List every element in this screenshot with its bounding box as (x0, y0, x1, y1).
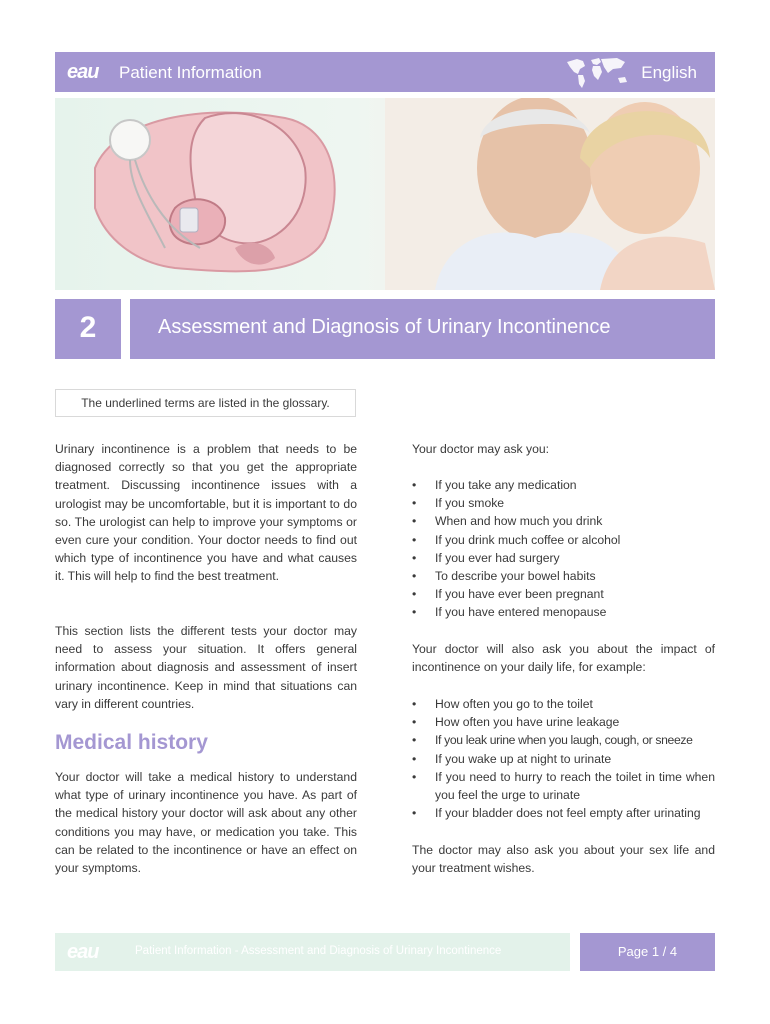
impact-list (412, 695, 715, 822)
anatomy-and-couple-illustration (55, 98, 715, 290)
language-selector[interactable]: English (641, 63, 697, 82)
questions-intro: Your doctor may ask you: (412, 442, 550, 456)
list-item: • When and how much you drink (412, 512, 715, 530)
page-number: Page 1 / 4 (617, 944, 678, 959)
closing-paragraph: The doctor may also ask you about your sex life and your treatment wishes. (412, 843, 715, 876)
list-item: • If you drink much coffee or alcohol (412, 531, 715, 549)
medical-history-heading: Medical history (55, 731, 208, 754)
section-number-box (55, 299, 121, 359)
list-item: • To describe your bowel habits (412, 567, 715, 585)
list-item: • If you have entered menopause (412, 603, 715, 621)
world-map-icon (563, 54, 633, 90)
pelvic-anatomy-illustration (95, 112, 335, 271)
list-item: • If your bladder does not feel empty after urinating (412, 804, 715, 822)
list-item: • If you need to hurry to reach the toilet in time when you feel the urge to urinate (412, 768, 715, 804)
list-item: • If you ever had surgery (412, 549, 715, 567)
elderly-couple-photo (385, 98, 715, 290)
list-item: • If you have ever been pregnant (412, 585, 715, 603)
list-item: • If you take any medication (412, 476, 715, 494)
list-item: • How often you go to the toilet (412, 695, 715, 713)
medical-history-paragraph: Your doctor will take a medical history to understand what type of urinary incontinence you have. As part of the medical history your doctor will ask about any other conditions you may have, or medication you take. This can be related to the incontinence or have an effect on your symptoms. (55, 770, 357, 876)
questions-list (412, 476, 715, 622)
list-item: • If you smoke (412, 494, 715, 512)
footer-text: Patient Information - Assessment and Diagnosis of Urinary Incontinence (135, 945, 502, 957)
section-number: 2 (79, 311, 97, 344)
intro-paragraph: Urinary incontinence is a problem that needs to be diagnosed correctly so that you get the appropriate treatment. Discussing incontinence issues with a urologist may be uncomfortable, but it is important to do so. The urologist can help to improve your symptoms or even cure your condition. Your doctor needs to find out which type of incontinence you have and what causes it. This will help to find the best treatment. (55, 442, 357, 584)
page-indicator (580, 933, 715, 971)
list-item: • If you wake up at night to urinate (412, 750, 715, 768)
glossary-note: The underlined terms are listed in the glossary. (55, 389, 356, 417)
header-title: Patient Information (119, 63, 262, 82)
hero-image (55, 98, 715, 290)
section-title-box (130, 299, 715, 359)
header-bar (55, 52, 715, 92)
list-item: • If you leak urine when you laugh, cough, or sneeze (412, 731, 715, 749)
impact-intro: Your doctor will also ask you about the impact of incontinence on your daily life, for example: (412, 642, 715, 675)
eau-logo: eau (67, 61, 99, 83)
tests-paragraph: This section lists the different tests your doctor may need to assess your situation. It offers general information about diagnosis and assessment of insert urinary incontinence. Keep in mind that situations can vary in different countries. (55, 624, 357, 711)
section-title: Assessment and Diagnosis of Urinary Incontinence (158, 316, 611, 338)
list-item: • How often you have urine leakage (412, 713, 715, 731)
footer-bar (55, 933, 570, 971)
footer-eau-logo: eau (67, 941, 99, 963)
